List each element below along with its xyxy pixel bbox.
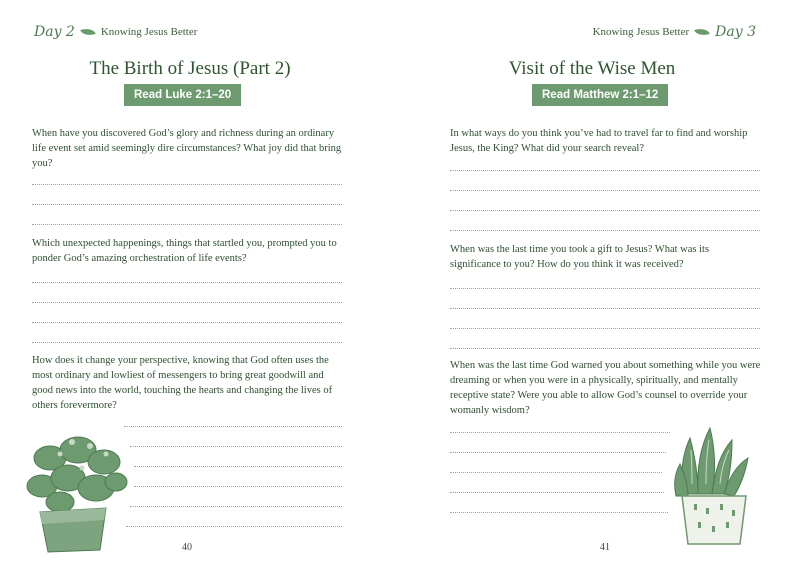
answer-line[interactable] <box>124 426 342 427</box>
leaf-icon <box>80 26 96 37</box>
answer-line[interactable] <box>32 302 342 303</box>
question-2: Which unexpected happenings, things that startled you, prompted you to ponder God’s amazing orchestration of life events? <box>32 238 337 264</box>
answer-line[interactable] <box>450 432 670 433</box>
page-title: The Birth of Jesus (Part 2) <box>89 58 291 79</box>
answer-line[interactable] <box>450 210 760 211</box>
right-page <box>396 0 792 576</box>
answer-line[interactable] <box>130 506 342 507</box>
question-1: In what ways do you think you’ve had to travel far to find and worship Jesus, the King? What did your search reveal? <box>450 128 748 154</box>
answer-line[interactable] <box>450 308 760 309</box>
potted-plant-icon <box>20 428 130 558</box>
page-number: 40 <box>182 542 192 553</box>
question-3: How does it change your perspective, knowing that God often uses the most ordinary and lowliest of messengers to bring great goodwill and good news into the world, touching the hearts and changing the lives of others forevermore? <box>32 355 333 411</box>
answer-line[interactable] <box>450 472 662 473</box>
answer-line[interactable] <box>134 466 342 467</box>
answer-line[interactable] <box>32 282 342 283</box>
answer-line[interactable] <box>32 184 342 185</box>
running-title: Knowing Jesus Better <box>592 26 690 38</box>
answer-line[interactable] <box>134 486 342 487</box>
answer-line[interactable] <box>130 446 342 447</box>
snake-plant-icon <box>672 424 756 554</box>
day-label: Day 2 <box>34 24 75 40</box>
answer-line[interactable] <box>32 342 342 343</box>
answer-line[interactable] <box>450 452 666 453</box>
answer-line[interactable] <box>126 526 342 527</box>
page-title: Visit of the Wise Men <box>508 58 676 79</box>
running-title: Knowing Jesus Better <box>100 26 198 38</box>
answer-line[interactable] <box>450 328 760 329</box>
day-label: Day 3 <box>715 24 756 40</box>
answer-line[interactable] <box>32 204 342 205</box>
answer-line[interactable] <box>450 348 760 349</box>
leaf-icon <box>694 26 710 37</box>
answer-line[interactable] <box>450 190 760 191</box>
scripture-reference: Read Luke 2:1–20 <box>124 84 241 106</box>
running-header-right <box>593 24 756 40</box>
page-number: 41 <box>600 542 610 553</box>
question-1: When have you discovered God’s glory and richness during an ordinary life event set amid seemingly dire circumstances? What joy did that bring you? <box>32 128 342 169</box>
answer-line[interactable] <box>450 492 664 493</box>
question-2: When was the last time you took a gift to Jesus? What was its significance to you? How do you think it was received? <box>450 244 710 270</box>
answer-line[interactable] <box>450 230 760 231</box>
answer-line[interactable] <box>450 512 668 513</box>
answer-line[interactable] <box>450 288 760 289</box>
running-header-left <box>34 24 197 40</box>
question-3: When was the last time God warned you about something while you were dreaming or when you were in a physically, spiritually, and mentally receptive state? Were you able to allow God’s counsel to override your womanly wisdom? <box>450 360 761 416</box>
answer-line[interactable] <box>450 170 760 171</box>
scripture-reference: Read Matthew 2:1–12 <box>532 84 668 106</box>
answer-line[interactable] <box>32 322 342 323</box>
answer-line[interactable] <box>32 224 342 225</box>
